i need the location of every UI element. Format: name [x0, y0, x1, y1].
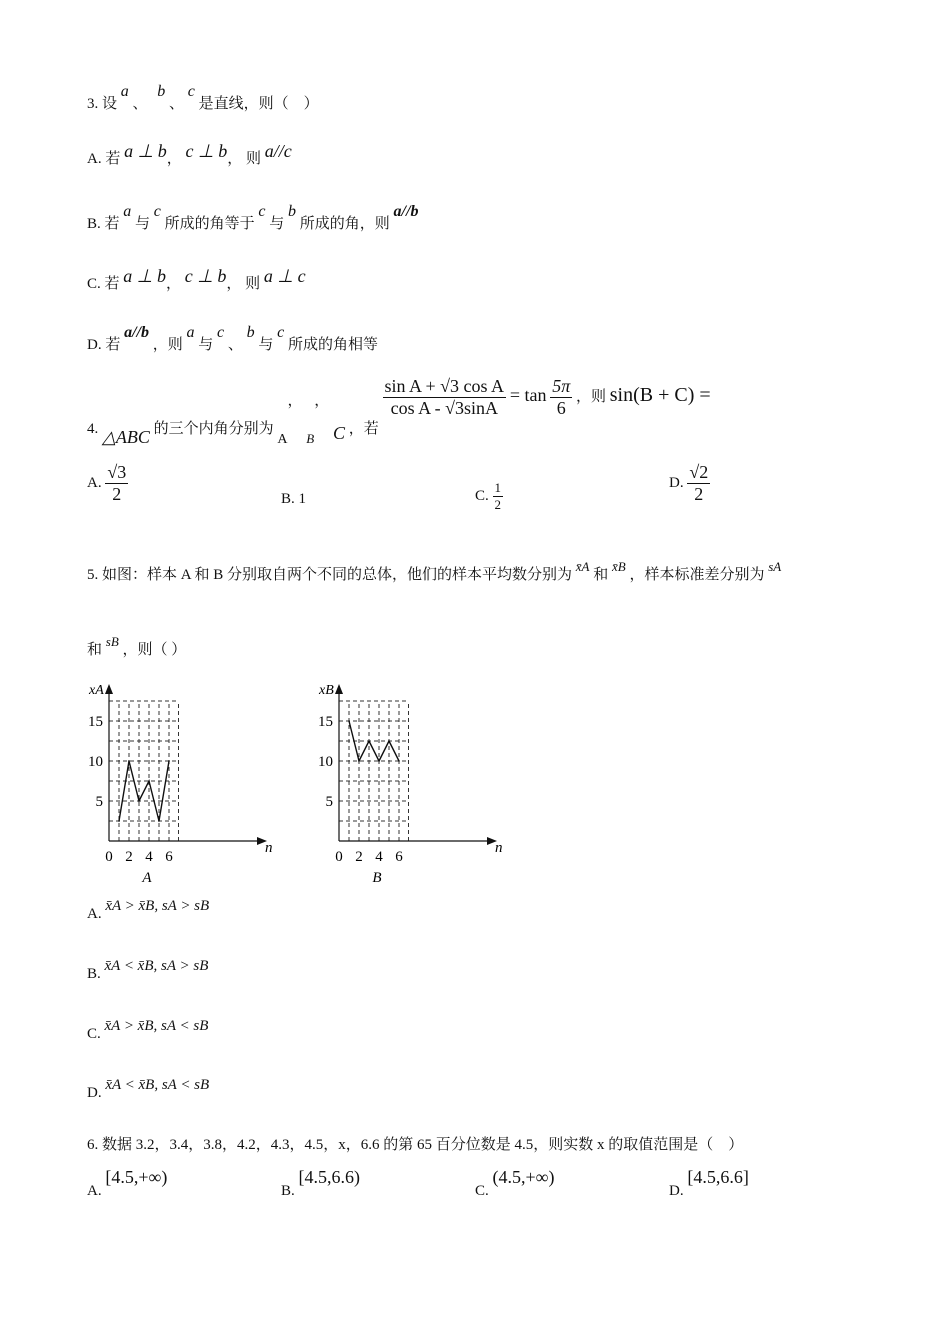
q4-option-b	[281, 491, 306, 508]
q4-frac-num: sin A + √3 cos A	[384, 376, 505, 396]
q4-angle-b: B	[306, 430, 315, 446]
q6-c-label: C.	[475, 1183, 489, 1199]
chart-b-ylabel: xB	[319, 683, 334, 698]
q4-c-label: C.	[475, 487, 489, 504]
q4-tan-fraction	[550, 376, 572, 419]
q5-c-expr: x̄A > x̄B, sA < sB	[104, 1018, 209, 1034]
chart-a-ytick-label: 15	[88, 714, 103, 730]
q3-sep1: 、	[132, 96, 148, 112]
q5-a-expr: x̄A > x̄B, sA > sB	[105, 898, 210, 914]
q4-option-a	[87, 462, 128, 505]
q3-d-text4: 所成的角相等	[288, 337, 379, 353]
chart-b-xlabel: n	[495, 840, 503, 856]
q4-a-frac	[105, 462, 128, 505]
q3-b-var-b: b	[288, 203, 297, 220]
q3-d-cond: a//b	[124, 324, 149, 341]
q5-line2-and: 和	[87, 642, 103, 658]
q4-angle-c: C	[332, 422, 345, 443]
q3-b-label: B. 若	[87, 216, 120, 232]
q5-b-expr: x̄A < x̄B, sA > sB	[104, 958, 209, 974]
q4-b-label: B.	[281, 491, 295, 507]
q3-b-concl: a//b	[393, 203, 419, 220]
q3-option-d	[87, 324, 379, 354]
chart-b-xtick-label: 4	[375, 849, 383, 865]
chart-a-data-point	[148, 780, 150, 782]
q3-option-c: C. 若 a ⊥ b， c ⊥ b， 则 a ⊥ c	[87, 266, 306, 292]
q3-d-text1: 与	[198, 337, 214, 353]
q4-c-num: 1	[494, 480, 502, 495]
q4-then: ，则	[576, 388, 607, 405]
q4-tri: △ABC	[102, 426, 150, 447]
q3-d-var-c: c	[217, 324, 225, 341]
q3-stem	[87, 83, 319, 113]
q3-c-concl: a ⊥ c	[263, 266, 306, 286]
q6-d-text: [4.5,6.6]	[687, 1167, 749, 1187]
q6-option-a	[87, 1167, 168, 1199]
q5-stem	[87, 559, 782, 584]
chart-b-xtick-label: 2	[355, 849, 363, 865]
chart-a-ytick-label: 5	[95, 794, 103, 810]
q6-a-text: [4.5,+∞)	[105, 1167, 168, 1187]
chart-a-data-point	[128, 760, 130, 762]
q5-c-label: C.	[87, 1026, 101, 1042]
q5-and: 和	[593, 567, 609, 583]
chart-b	[315, 678, 515, 888]
chart-a-xtick-label: 6	[165, 849, 173, 865]
q3-a-then: 则	[245, 151, 261, 167]
q4-a-den: 2	[112, 484, 122, 504]
q3-d-text2: 、	[227, 337, 243, 353]
chart-a-xtick-label: 2	[125, 849, 133, 865]
q6-c-text: (4.5,+∞)	[492, 1167, 555, 1187]
q5-d-expr: x̄A < x̄B, sA < sB	[105, 1077, 210, 1093]
chart-a-ylabel: xA	[89, 683, 104, 698]
q4-d-num: √2	[689, 462, 709, 482]
q3-a-expr1: a ⊥ b	[124, 141, 167, 161]
chart-b-data-point	[368, 740, 370, 742]
q3-d-var-c2: c	[277, 324, 285, 341]
chart-b-data-point	[398, 760, 400, 762]
q4-if: ，若	[348, 420, 379, 437]
q5-s-a: sA	[768, 559, 782, 574]
q5-d-label: D.	[87, 1085, 102, 1101]
q5-stem-line2	[87, 634, 187, 659]
q3-option-b	[87, 203, 419, 233]
chart-b-data-point	[348, 720, 350, 722]
q5-xbar-a: x̄A	[575, 559, 590, 574]
q5-option-a	[87, 898, 210, 922]
q4-stem: 4. △ABC 的三个内角分别为 A， B， C ，若 $\frac{\text{sin A + √3 cos A}}{\text{cos A - √3sinA}}$ = tan $\frac{5\pi}{6}$ ，则 sin(B + C) =	[87, 376, 711, 447]
q5-s-b: sB	[105, 634, 119, 649]
q5-stem2: ，样本标准差分别为	[629, 567, 765, 583]
q5-option-c	[87, 1018, 209, 1042]
q4-ask: sin(B + C) =	[609, 383, 711, 406]
chart-a-y-arrow	[105, 684, 113, 694]
chart-b-title: B	[372, 870, 382, 886]
q3-d-var-a: a	[186, 324, 195, 341]
q4-a-label: A.	[87, 474, 102, 491]
q3-c-expr2: c ⊥ b	[184, 266, 227, 286]
q6-stem: 6. 数据 3.2，3.4，3.8，4.2，4.3，4.5，x，6.6 的第 65 百分位数是 4.5，则实数 x 的取值范围是（ ）	[87, 1137, 744, 1153]
q5-line2-end: ，则（ ）	[122, 642, 187, 658]
q6-b-text: [4.5,6.6)	[298, 1167, 361, 1187]
q3-d-then: ，则	[152, 337, 183, 353]
q3-c-then: 则	[245, 276, 261, 292]
q5-stem1: 5. 如图：样本 A 和 B 分别取自两个不同的总体，他们的样本平均数分别为	[87, 567, 573, 583]
q3-b-var-c2: c	[258, 203, 266, 220]
q3-a-label: A. 若	[87, 151, 121, 167]
chart-a-series-line	[119, 761, 169, 821]
q4-a-num: √3	[107, 462, 127, 482]
q4-d-label: D.	[669, 474, 684, 491]
chart-b-ytick-label: 5	[325, 794, 333, 810]
q3-option-a: A. 若 a ⊥ b， c ⊥ b， 则 a//c	[87, 141, 292, 167]
q4-c-frac	[493, 480, 504, 513]
chart-b-data-point	[388, 740, 390, 742]
q3-b-text2: 所成的角等于	[164, 216, 255, 232]
q3-var-c: c	[187, 83, 195, 100]
q4-tan-den: 6	[556, 398, 566, 418]
q5-option-b	[87, 958, 209, 982]
q4-d-frac	[687, 462, 710, 505]
q3-b-var-a: a	[123, 203, 132, 220]
q4-b-text: 1	[298, 491, 307, 507]
q5-a-label: A.	[87, 906, 102, 922]
q4-option-d	[669, 462, 710, 505]
chart-a-xtick-label: 4	[145, 849, 153, 865]
q3-b-text3: 与	[269, 216, 285, 232]
q4-angle-a: A	[277, 431, 288, 447]
q3-b-text4: 所成的角，则	[299, 216, 390, 232]
chart-b-xtick-label: 0	[335, 849, 343, 865]
q6-option-b	[281, 1167, 361, 1199]
q3-d-label: D. 若	[87, 337, 121, 353]
chart-a-data-point	[138, 800, 140, 802]
chart-a-ytick-label: 10	[88, 754, 103, 770]
q3-a-concl: a//c	[264, 141, 292, 161]
q4-num: 4.	[87, 420, 99, 437]
chart-a-data-point	[118, 820, 120, 822]
q3-b-var-c: c	[153, 203, 161, 220]
q3-sep2: 、	[169, 96, 185, 112]
q4-frac-den: cos A - √3sinA	[390, 398, 498, 418]
q3-a-expr2: c ⊥ b	[185, 141, 228, 161]
q4-fraction	[383, 376, 507, 419]
chart-a-data-point	[168, 760, 170, 762]
chart-b-y-arrow	[335, 684, 343, 694]
chart-b-xtick-label: 6	[395, 849, 403, 865]
chart-a-title: A	[142, 870, 152, 886]
q4-d-den: 2	[694, 484, 704, 504]
q3-c-label: C. 若	[87, 276, 120, 292]
q4-tan-num: 5π	[552, 376, 571, 396]
q3-stem-prefix: 3. 设	[87, 96, 118, 112]
q6-option-c	[475, 1167, 555, 1199]
q6-option-d	[669, 1167, 749, 1199]
q4-stem1: 的三个内角分别为	[153, 420, 274, 437]
q5-xbar-b: x̄B	[612, 559, 626, 574]
q4-option-c	[475, 480, 503, 513]
chart-a-data-point	[158, 820, 160, 822]
chart-b-data-point	[378, 760, 380, 762]
chart-b-ytick-label: 10	[318, 754, 333, 770]
q3-c-expr1: a ⊥ b	[123, 266, 166, 286]
q6-a-label: A.	[87, 1183, 102, 1199]
q3-d-text3: 与	[258, 337, 274, 353]
chart-b-data-point	[358, 760, 360, 762]
q3-var-a: a	[120, 83, 129, 100]
q4-c-den: 2	[494, 497, 502, 512]
q5-b-label: B.	[87, 966, 101, 982]
q5-option-d	[87, 1077, 210, 1101]
q3-b-text1: 与	[135, 216, 151, 232]
chart-b-ytick-label: 15	[318, 714, 333, 730]
q6-b-label: B.	[281, 1183, 295, 1199]
q3-d-var-b: b	[246, 324, 255, 341]
chart-a-xtick-label: 0	[105, 849, 113, 865]
q3-stem-suffix: 是直线，则（ ）	[198, 96, 319, 112]
q4-eq: = tan	[509, 384, 547, 405]
q3-var-b: b	[157, 83, 166, 100]
chart-a	[85, 678, 285, 888]
q6-d-label: D.	[669, 1183, 684, 1199]
chart-a-xlabel: n	[265, 840, 273, 856]
